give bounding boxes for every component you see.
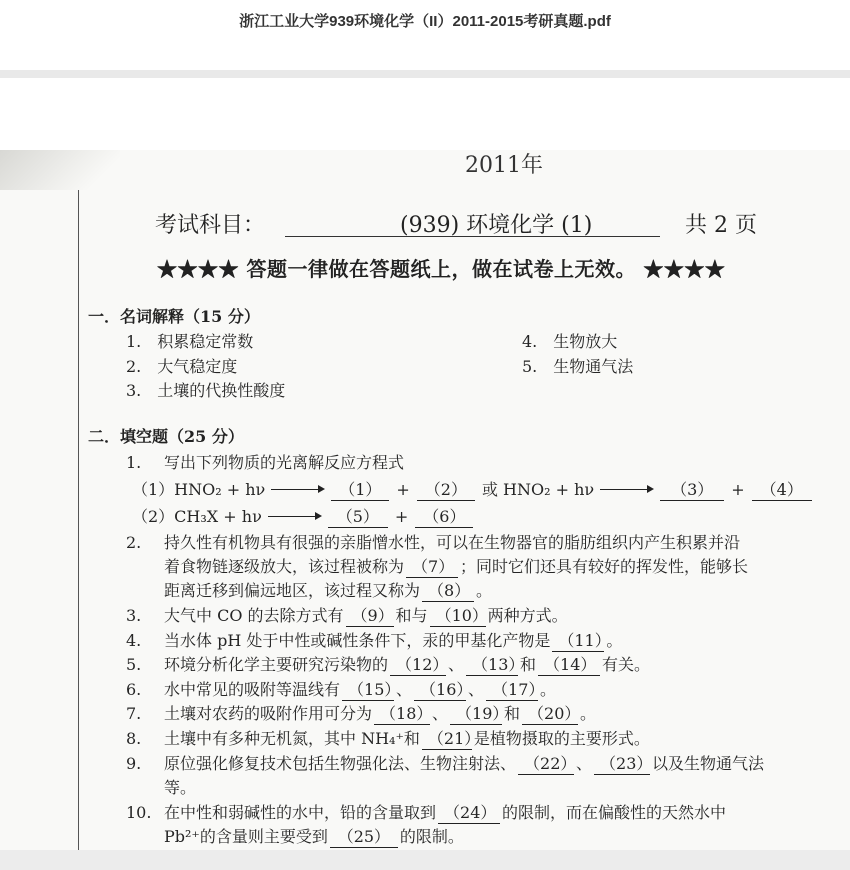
exam-year: 2011年 — [465, 153, 543, 178]
question-number: 10. — [126, 803, 152, 822]
question-8 — [126, 726, 650, 750]
question-number: 6. — [126, 680, 142, 699]
question-1 — [126, 450, 404, 473]
question-number: 1. — [126, 453, 142, 472]
reaction-1 — [132, 477, 814, 501]
reaction-or: 或 HNO₂ + hν — [481, 480, 595, 499]
question-text: Pb²⁺的含量则主要受到 — [164, 827, 328, 846]
blank-23: （23） — [594, 751, 650, 775]
question-text: 。 — [606, 631, 623, 650]
question-text: 在中性和弱碱性的水中，铅的含量取到 — [164, 803, 437, 822]
question-6 — [126, 677, 556, 701]
term-item: 2. 大气稳定度 — [126, 357, 238, 376]
blank-19: （19） — [450, 701, 502, 725]
subject-label: 考试科目： — [155, 213, 266, 238]
blank-7: （7） — [406, 554, 458, 578]
document-title: 浙江工业大学939环境化学（II）2011-2015考研真题.pdf — [239, 13, 611, 30]
plus-sign: + — [394, 507, 409, 526]
question-text: 土壤中有多种无机氮，其中 NH₄⁺和 — [164, 729, 420, 748]
blank-12: （12） — [390, 652, 446, 676]
plus-sign: + — [396, 480, 410, 499]
question-text: 持久性有机物具有很强的亲脂憎水性，可以在生物器官的脂肪组织内产生积累并沿 — [164, 533, 741, 552]
question-number: 2. — [126, 533, 142, 552]
question-text: 和 — [504, 704, 521, 723]
term-item: 3. 土壤的代换性酸度 — [126, 381, 286, 400]
blank-24: （24） — [438, 800, 500, 824]
question-7 — [126, 701, 596, 725]
arrow-icon — [600, 489, 652, 490]
blank-6: （6） — [415, 504, 473, 528]
term-item: 5. 生物通气法 — [522, 357, 634, 376]
question-text: 的限制，而在偏酸性的天然水中 — [502, 803, 727, 822]
question-text: 和与 — [395, 606, 428, 625]
blank-16: （16） — [414, 677, 466, 701]
question-text: 和 — [520, 655, 537, 674]
blank-1: （1） — [331, 477, 389, 501]
blank-10: （10） — [430, 603, 486, 627]
subject-name: (939) 环境化学 (1) — [400, 213, 593, 238]
question-text: 当水体 pH 处于中性或碱性条件下，汞的甲基化产物是 — [164, 631, 551, 650]
blank-17: （17） — [486, 677, 538, 701]
question-2 — [126, 530, 740, 553]
blank-3: （3） — [660, 477, 724, 501]
question-text: 写出下列物质的光离解反应方程式 — [164, 453, 405, 472]
question-2-line-3 — [164, 578, 492, 602]
blank-4: （4） — [752, 477, 812, 501]
question-10-line-2 — [164, 824, 464, 848]
blank-14: （14） — [538, 652, 600, 676]
question-text: 。 — [580, 704, 597, 723]
blank-15: （15） — [342, 677, 394, 701]
plus-sign: + — [731, 480, 745, 499]
question-number: 4. — [126, 631, 142, 650]
question-text: 、 — [396, 680, 413, 699]
question-text: 土壤对农药的吸附作用可分为 — [164, 704, 373, 723]
reaction-text: （2）CH₃X + hν — [132, 507, 262, 526]
question-text: 、 — [468, 680, 485, 699]
question-text: 。 — [540, 680, 557, 699]
page-margin-line — [78, 190, 79, 850]
question-10 — [126, 800, 726, 824]
blank-13: （13） — [466, 652, 518, 676]
section-2-title: 二．填空题（25 分） — [88, 427, 244, 446]
question-text: 原位强化修复技术包括生物强化法、生物注射法、 — [164, 754, 517, 773]
page-gap — [0, 78, 850, 150]
term-item: 1. 积累稳定常数 — [126, 332, 254, 351]
blank-22: （22） — [518, 751, 574, 775]
question-text: ；同时它们还具有较好的挥发性，能够长 — [460, 557, 749, 576]
question-text: 的限制。 — [399, 827, 464, 846]
question-number: 8. — [126, 729, 142, 748]
question-text: 水中常见的吸附等温线有 — [164, 680, 341, 699]
question-text: 大气中 CO 的去除方式有 — [164, 606, 344, 625]
question-text: 是植物摄取的主要形式。 — [473, 729, 650, 748]
question-text: 、 — [432, 704, 449, 723]
section-1-title: 一．名词解释（15 分） — [88, 307, 260, 326]
question-text: 两种方式。 — [487, 606, 568, 625]
question-text: 。 — [476, 581, 493, 600]
blank-25: （25） — [330, 824, 398, 848]
question-text: 、 — [448, 655, 465, 674]
question-9-line-2: 等。 — [164, 778, 197, 797]
blank-8: （8） — [422, 578, 474, 602]
arrow-icon — [268, 516, 320, 517]
term-item: 4. 生物放大 — [522, 332, 618, 351]
question-text: 着食物链逐级放大，该过程被称为 — [164, 557, 405, 576]
question-3 — [126, 603, 568, 627]
viewer-header — [0, 0, 850, 70]
viewer-footer — [0, 850, 850, 870]
blank-2: （2） — [417, 477, 475, 501]
blank-20: （20） — [522, 701, 578, 725]
question-9 — [126, 751, 764, 775]
question-2-line-2 — [164, 554, 748, 578]
reaction-text: （1）HNO₂ + hν — [132, 480, 266, 499]
question-number: 7. — [126, 704, 142, 723]
question-text: 、 — [576, 754, 593, 773]
question-text: 有关。 — [602, 655, 651, 674]
page-count: 共 2 页 — [685, 213, 757, 238]
question-5 — [126, 652, 650, 676]
exam-notice: ★★★★ 答题一律做在答题纸上，做在试卷上无效。 ★★★★ — [157, 257, 726, 281]
question-number: 5. — [126, 655, 142, 674]
question-text: 距离迁移到偏远地区，该过程又称为 — [164, 581, 421, 600]
blank-11: （11） — [552, 628, 604, 652]
question-text: 环境分析化学主要研究污染物的 — [164, 655, 389, 674]
blank-5: （5） — [328, 504, 388, 528]
question-number: 9. — [126, 754, 142, 773]
scan-smudge — [0, 150, 120, 190]
reaction-2 — [132, 504, 475, 528]
question-text: 以及生物通气法 — [652, 754, 765, 773]
arrow-icon — [271, 489, 323, 490]
blank-18: （18） — [374, 701, 430, 725]
blank-9: （9） — [346, 603, 394, 627]
question-4 — [126, 628, 622, 652]
question-number: 3. — [126, 606, 142, 625]
header-separator — [0, 70, 850, 78]
blank-21: （21） — [422, 726, 472, 750]
